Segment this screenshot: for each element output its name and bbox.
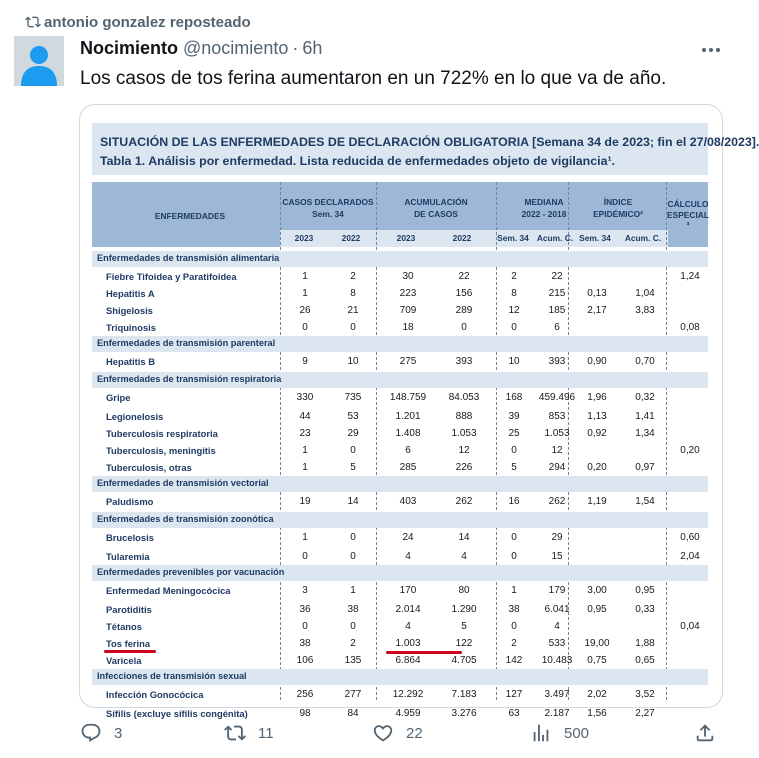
- share-icon: [694, 722, 716, 744]
- table-row: [92, 601, 708, 618]
- subheader-cell: 2023: [294, 233, 314, 243]
- table-cell: 1,34: [635, 428, 655, 439]
- table-cell: 1: [302, 288, 308, 299]
- table-cell: 5: [461, 621, 467, 632]
- disease-name: Triquinosis: [106, 322, 157, 333]
- category-row: [92, 512, 708, 528]
- table-row: [92, 686, 708, 703]
- table-cell: 0: [350, 551, 356, 562]
- table-cell: 0: [350, 621, 356, 632]
- table-cell: 0,90: [587, 356, 607, 367]
- subheader-cell: 2022: [341, 233, 361, 243]
- table-cell: 393: [455, 356, 473, 367]
- table-cell: 0,65: [635, 655, 655, 666]
- table-cell: 9: [302, 356, 308, 367]
- table-cell: 285: [399, 462, 417, 473]
- table-cell: 142: [505, 655, 523, 666]
- default-avatar-icon: [14, 36, 64, 86]
- category-row: [92, 251, 708, 267]
- table-cell: 0,95: [635, 585, 655, 596]
- table-cell: 10.483: [541, 655, 573, 666]
- repost-icon: [24, 14, 42, 30]
- table-cell: 0,92: [587, 428, 607, 439]
- disease-name: Gripe: [106, 392, 131, 403]
- repost-count: 11: [258, 724, 274, 742]
- subheader-cell: Sem. 34: [497, 233, 529, 243]
- table-cell: 12: [458, 445, 470, 456]
- table-cell: 459.496: [538, 392, 576, 403]
- table-cell: 533: [548, 638, 566, 649]
- table-row: [92, 618, 708, 635]
- table-cell: 1,04: [635, 288, 655, 299]
- table-cell: 256: [296, 689, 314, 700]
- subheader-cell: Acum. C.: [624, 233, 662, 243]
- disease-name: Infección Gonocócica: [106, 689, 204, 700]
- table-cell: 36: [299, 604, 311, 615]
- subheader-cell: Acum. C.: [536, 233, 574, 243]
- table-cell: 4.705: [451, 655, 477, 666]
- table-cell: 0,13: [587, 288, 607, 299]
- more-options-button[interactable]: [696, 38, 726, 62]
- table-cell: 12: [508, 305, 520, 316]
- header-mediana-2: 2022 - 2018: [521, 209, 567, 219]
- table-cell: 2: [511, 271, 517, 282]
- table-row: [92, 548, 708, 565]
- table-cell: 179: [548, 585, 566, 596]
- table-row: [92, 302, 708, 319]
- table-row: [92, 442, 708, 459]
- table-cell: 1: [350, 585, 356, 596]
- table-row: [92, 285, 708, 302]
- disease-name: Hepatitis A: [106, 288, 155, 299]
- table-row: [92, 652, 708, 669]
- category-row: [92, 336, 708, 352]
- table-cell: 0: [511, 322, 517, 333]
- subheader-cell: Sem. 34: [579, 233, 611, 243]
- table-cell: 289: [455, 305, 473, 316]
- table-cell: 0,97: [635, 462, 655, 473]
- disease-name: Parotiditis: [106, 604, 152, 615]
- like-count: 22: [406, 724, 423, 742]
- table-cell: 1,13: [587, 411, 607, 422]
- table-cell: 53: [347, 411, 359, 422]
- table-cell: 0: [511, 551, 517, 562]
- table-cell: 24: [402, 532, 414, 543]
- avatar[interactable]: [14, 36, 64, 86]
- separator-dot: ·: [292, 38, 299, 58]
- category-row: [92, 476, 708, 492]
- table-cell: 709: [399, 305, 417, 316]
- table-cell: 1,54: [635, 496, 655, 507]
- table-cell: 22: [551, 271, 563, 282]
- table-cell: 168: [505, 392, 523, 403]
- table-cell: 10: [347, 356, 359, 367]
- table-cell: 3,00: [587, 585, 607, 596]
- table-cell: 0,70: [635, 356, 655, 367]
- table-cell: 38: [347, 604, 359, 615]
- table-cell: 170: [399, 585, 417, 596]
- table-cell: 1,24: [680, 271, 700, 282]
- category-row: [92, 669, 708, 685]
- views-button[interactable]: [530, 722, 589, 744]
- category-label: Enfermedades de transmisión alimentaria: [97, 253, 280, 263]
- author-name[interactable]: Nocimiento: [80, 38, 179, 58]
- table-cell: 14: [458, 532, 470, 543]
- table-cell: 0,20: [680, 445, 700, 456]
- table-cell: 127: [505, 689, 523, 700]
- table-cell: 84.053: [448, 392, 480, 403]
- table-cell: 84: [347, 708, 359, 719]
- table-cell: 30: [402, 271, 414, 282]
- reply-button[interactable]: [80, 722, 122, 744]
- table-cell: 22: [458, 271, 470, 282]
- header-indice-1: ÍNDICE: [603, 197, 633, 207]
- share-button[interactable]: [694, 722, 728, 744]
- tweet-media[interactable]: [79, 104, 759, 719]
- subheader-cell: 2022: [452, 233, 472, 243]
- header-casos-1: CASOS DECLARADOS: [282, 197, 374, 207]
- table-cell: 25: [508, 428, 520, 439]
- table-title: SITUACIÓN DE LAS ENFERMEDADES DE DECLARACIÓN OBLIGATORIA [Semana 34 de 2023; fin el 27/08/2023].: [100, 135, 759, 149]
- table-cell: 0: [511, 445, 517, 456]
- table-cell: 106: [296, 655, 314, 666]
- table-cell: 3,83: [635, 305, 655, 316]
- table-cell: 0: [302, 621, 308, 632]
- category-label: Enfermedades prevenibles por vacunación: [97, 567, 285, 577]
- table-cell: 1,88: [635, 638, 655, 649]
- table-cell: 0,75: [587, 655, 607, 666]
- table-cell: 0: [302, 322, 308, 333]
- table-cell: 1: [302, 462, 308, 473]
- table-cell: 16: [508, 496, 520, 507]
- table-cell: 215: [548, 288, 566, 299]
- disease-name: Fiebre Tifoidea y Paratifoidea: [106, 271, 237, 282]
- table-cell: 7.183: [451, 689, 477, 700]
- category-label: Infecciones de transmisión sexual: [97, 671, 247, 681]
- table-cell: 19: [299, 496, 311, 507]
- table-cell: 0,60: [680, 532, 700, 543]
- table-cell: 2.014: [395, 604, 421, 615]
- header-enfermedades: ENFERMEDADES: [154, 211, 226, 221]
- table-cell: 3,52: [635, 689, 655, 700]
- tweet-time[interactable]: 6h: [302, 38, 323, 58]
- category-label: Enfermedades de transmisión zoonótica: [97, 514, 274, 524]
- disease-name: Varicela: [106, 655, 142, 666]
- table-cell: 3: [302, 585, 308, 596]
- table-cell: 277: [344, 689, 362, 700]
- header-acum-2: DE CASOS: [414, 209, 458, 219]
- table-cell: 122: [455, 638, 473, 649]
- table-cell: 6: [554, 322, 560, 333]
- disease-name: Tuberculosis, meningitis: [106, 445, 216, 456]
- disease-name: Tularemia: [106, 551, 150, 562]
- table-cell: 226: [455, 462, 473, 473]
- table-cell: 0: [350, 445, 356, 456]
- table-cell: 80: [458, 585, 470, 596]
- table-cell: 0: [511, 532, 517, 543]
- disease-name: Shigelosis: [106, 305, 153, 316]
- table-cell: 0,32: [635, 392, 655, 403]
- tweet-header: [80, 38, 322, 59]
- table-cell: 21: [347, 305, 359, 316]
- table-cell: 1.408: [395, 428, 421, 439]
- disease-name: Enfermedad Meningocócica: [106, 585, 231, 596]
- table-row: [92, 408, 708, 425]
- table-row: [92, 493, 708, 510]
- table-cell: 18: [402, 322, 414, 333]
- header-indice-2: EPIDÉMICO²: [593, 209, 643, 219]
- table-cell: 29: [347, 428, 359, 439]
- table-cell: 0: [350, 322, 356, 333]
- table-cell: 0: [511, 621, 517, 632]
- header-casos-2: Sem. 34: [312, 209, 344, 219]
- table-cell: 3.276: [451, 708, 477, 719]
- view-count: 500: [564, 724, 590, 742]
- header-calculo-2: ESPECIAL: [667, 210, 709, 220]
- table-cell: 393: [548, 356, 566, 367]
- tweet-text: Los casos de tos ferina aumentaron en un 722% en lo que va de año.: [80, 68, 667, 89]
- table-cell: 0,08: [680, 322, 700, 333]
- disease-name: Tuberculosis, otras: [106, 462, 192, 473]
- table-subtitle: Tabla 1. Análisis por enfermedad. Lista reducida de enfermedades objeto de vigilancia¹.: [100, 154, 616, 168]
- table-cell: 5: [511, 462, 517, 473]
- table-row: [92, 705, 708, 722]
- table-cell: 0,33: [635, 604, 655, 615]
- table-title-box: [92, 123, 759, 175]
- header-mediana-1: MEDIANA: [524, 197, 564, 207]
- table-cell: 1,41: [635, 411, 655, 422]
- disease-name: Tétanos: [106, 621, 142, 632]
- table-cell: 2,17: [587, 305, 607, 316]
- table-cell: 1,19: [587, 496, 607, 507]
- table-cell: 26: [299, 305, 311, 316]
- header-acum-1: ACUMULACIÓN: [404, 197, 468, 207]
- table-cell: 294: [548, 462, 566, 473]
- table-cell: 888: [455, 411, 473, 422]
- table-cell: 0: [302, 551, 308, 562]
- table-cell: 2: [350, 271, 356, 282]
- disease-name: Hepatitis B: [106, 356, 155, 367]
- table-row: [92, 353, 708, 370]
- repost-text: antonio gonzalez reposteado: [44, 13, 251, 31]
- table-cell: 14: [347, 496, 359, 507]
- table-cell: 12: [551, 445, 563, 456]
- views-chart-icon: [530, 722, 552, 744]
- table-cell: 2.187: [544, 708, 570, 719]
- table-cell: 6: [405, 445, 411, 456]
- table-cell: 63: [508, 708, 520, 719]
- reply-icon: [80, 722, 102, 744]
- table-cell: 1: [302, 445, 308, 456]
- table-cell: 135: [344, 655, 362, 666]
- table-cell: 156: [455, 288, 473, 299]
- table-cell: 1.053: [451, 428, 477, 439]
- disease-name: Brucelosis: [106, 532, 154, 543]
- repost-action-icon: [224, 722, 246, 744]
- category-row: [92, 565, 708, 581]
- category-label: Enfermedades de transmisión parenteral: [97, 338, 276, 348]
- category-label: Enfermedades de transmisión respiratoria: [97, 374, 282, 384]
- table-cell: 223: [399, 288, 417, 299]
- table-cell: 6.864: [395, 655, 421, 666]
- table-cell: 8: [350, 288, 356, 299]
- table-cell: 262: [455, 496, 473, 507]
- table-cell: 1: [511, 585, 517, 596]
- table-cell: 39: [508, 411, 520, 422]
- table-cell: 0,95: [587, 604, 607, 615]
- table-cell: 12.292: [392, 689, 424, 700]
- table-cell: 1.003: [395, 638, 421, 649]
- table-row: [92, 635, 708, 652]
- table-cell: 15: [551, 551, 563, 562]
- table-cell: 19,00: [584, 638, 610, 649]
- disease-name: Tos ferina: [106, 638, 151, 649]
- table-cell: 2,02: [587, 689, 607, 700]
- table-cell: 5: [350, 462, 356, 473]
- table-cell: 1,96: [587, 392, 607, 403]
- disease-name: Sífilis (excluye sífilis congénita): [106, 708, 248, 719]
- like-button[interactable]: [372, 722, 423, 744]
- table-cell: 853: [548, 411, 566, 422]
- table-row: [92, 459, 708, 476]
- table-row: [92, 425, 708, 442]
- table-cell: 10: [508, 356, 520, 367]
- table-cell: 1,56: [587, 708, 607, 719]
- table-cell: 6.041: [544, 604, 570, 615]
- header-calculo-3: ³: [686, 220, 690, 230]
- header-calculo-1: CÁLCULO: [667, 199, 709, 209]
- table-cell: 29: [551, 532, 563, 543]
- table-cell: 4: [405, 621, 411, 632]
- table-cell: 4.959: [395, 708, 421, 719]
- table-cell: 0,04: [680, 621, 700, 632]
- table-cell: 0,20: [587, 462, 607, 473]
- repost-indicator[interactable]: [44, 10, 251, 34]
- disease-name: Legionelosis: [106, 411, 164, 422]
- table-cell: 1.053: [544, 428, 570, 439]
- table-cell: 403: [399, 496, 417, 507]
- action-bar: [0, 722, 752, 750]
- category-label: Enfermedades de transmisión vectorial: [97, 478, 269, 488]
- table-cell: 1: [302, 271, 308, 282]
- table-cell: 1: [302, 532, 308, 543]
- table-cell: 2: [350, 638, 356, 649]
- table-cell: 275: [399, 356, 417, 367]
- table-cell: 330: [296, 392, 314, 403]
- table-row: [92, 319, 708, 336]
- table-cell: 4: [405, 551, 411, 562]
- table-cell: 1.290: [451, 604, 477, 615]
- table-cell: 185: [548, 305, 566, 316]
- table-cell: 0: [350, 532, 356, 543]
- table-cell: 2,04: [680, 551, 700, 562]
- table-image: [90, 115, 759, 719]
- subheader-cell: 2023: [396, 233, 416, 243]
- disease-name: Paludismo: [106, 496, 154, 507]
- author-handle[interactable]: @nocimiento: [183, 38, 289, 58]
- table-cell: 2: [511, 638, 517, 649]
- table-cell: 4: [461, 551, 467, 562]
- table-cell: 4: [554, 621, 560, 632]
- table-cell: 735: [344, 392, 362, 403]
- disease-name: Tuberculosis respiratoria: [106, 428, 218, 439]
- more-dots-icon: [696, 38, 726, 62]
- table-cell: 38: [508, 604, 520, 615]
- table-cell: 44: [299, 411, 311, 422]
- table-cell: 38: [299, 638, 311, 649]
- table-cell: 23: [299, 428, 311, 439]
- repost-button[interactable]: [224, 722, 274, 744]
- table-row: [92, 389, 708, 406]
- table-cell: 262: [548, 496, 566, 507]
- heart-icon: [372, 722, 394, 744]
- table-row: [92, 268, 708, 285]
- table-row: [92, 529, 708, 546]
- table-cell: 3.497: [544, 689, 570, 700]
- table-cell: 148.759: [389, 392, 427, 403]
- table-cell: 0: [461, 322, 467, 333]
- table-cell: 2,27: [635, 708, 655, 719]
- table-row: [92, 582, 708, 599]
- category-row: [92, 372, 708, 388]
- table-cell: 98: [299, 708, 311, 719]
- table-cell: 8: [511, 288, 517, 299]
- reply-count: 3: [114, 724, 123, 742]
- table-cell: 1.201: [395, 411, 421, 422]
